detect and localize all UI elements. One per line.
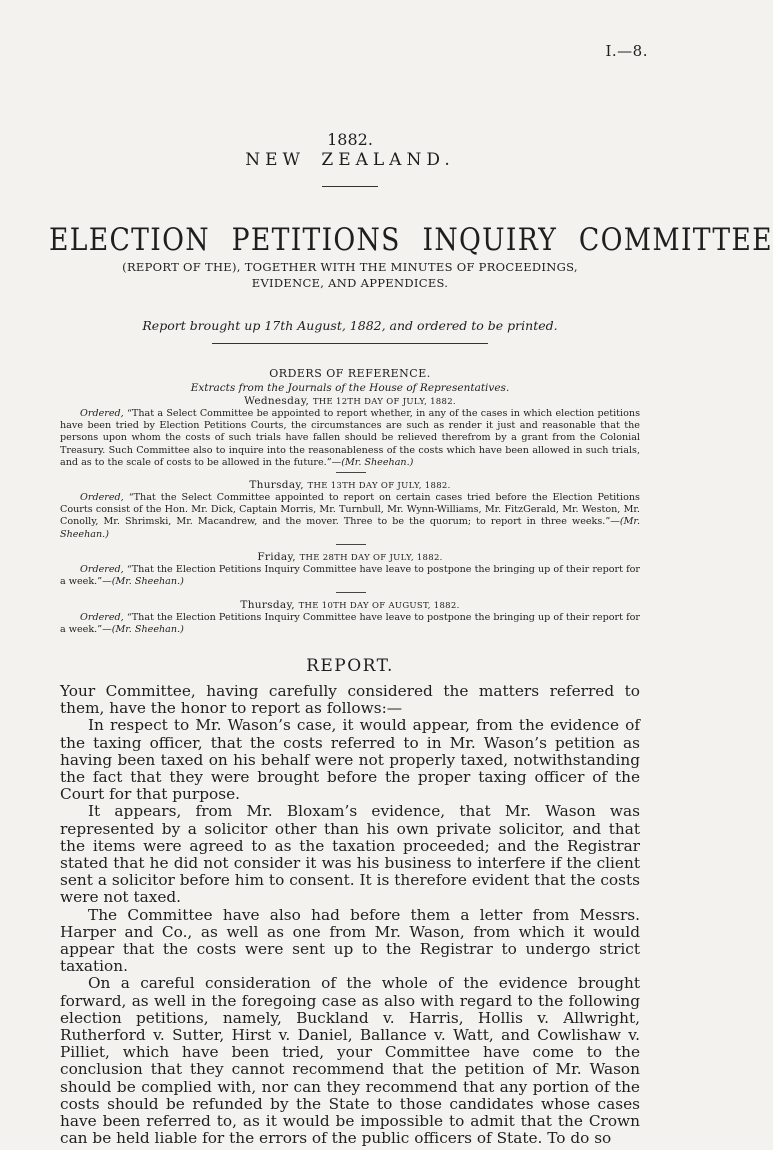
order-entry: Ordered, “That the Select Committee appointed to report on certain cases tried before the Election Petitions Courts consist of the Hon. Mr. Dick, Captain Morris, Mr. Turnbull, Mr. Wynn-Williams, Mr. FitzGerald, Mr. Weston, Mr. Conolly, Mr. Shrimski, Mr. Macandrew, and the mover. Three to be the quorum; to report in three weeks.”—(Mr. Sheehan.) — [60, 492, 640, 540]
report-paragraph: It appears, from Mr. Bloxam’s evidence, that Mr. Wason was represented by a solicitor other than his own private solicitor, and that the items were agreed to as the taxation proceeded; and the Registrar stated that he did not consider it was his business to interfere if the client sent a solicitor before him to consent. It is therefore evident that the costs were not taxed. — [60, 802, 640, 907]
divider-rule — [322, 186, 378, 187]
divider-rule — [336, 592, 366, 593]
order-entry: Ordered, “That the Election Petitions Inquiry Committee have leave to postpone the bringing up of their report for a week.”—(Mr. Sheehan.) — [60, 564, 640, 588]
order-entry: Ordered, “That a Select Committee be appointed to report whether, in any of the cases in which election petitions have been tried by Election Petitions Courts, the circumstances are such as render it just and reasonable that the persons upon whom the costs of such trials have fallen should be relieved therefrom by a grant from the Colonial Treasury. Such Committee also to inquire into the reasonableness of the costs which have been allowed in such trials, and as to the scale of costs to be allowed in the future.”—(Mr. Sheehan.) — [60, 408, 640, 468]
report-paragraph: The Committee have also had before them a letter from Messrs. Harper and Co., as well as one from Mr. Wason, from which it would appear that the costs were sent up to the Registrar to undergo strict taxation. — [60, 905, 640, 976]
order-date: Thursday, THE 13TH DAY OF JULY, 1882. — [249, 479, 451, 491]
report-heading: REPORT. — [306, 656, 394, 676]
subtitle-line: (REPORT OF THE), TOGETHER WITH THE MINUTES OF PROCEEDINGS, — [122, 260, 578, 274]
divider-rule — [336, 472, 366, 473]
year: 1882. — [327, 130, 373, 149]
extracts-line: Extracts from the Journals of the House of Representatives. — [190, 382, 510, 394]
document-title: ELECTION PETITIONS INQUIRY COMMITTEE — [49, 222, 773, 258]
orders-heading: ORDERS OF REFERENCE. — [269, 367, 431, 380]
order-date: Thursday, THE 10TH DAY OF AUGUST, 1882. — [240, 599, 460, 611]
order-date: Wednesday, THE 12TH DAY OF JULY, 1882. — [244, 395, 456, 407]
report-paragraph: On a careful consideration of the whole of the evidence brought forward, as well in the foregoing case as also with regard to the following election petitions, namely, Buckland v. Harris, Hollis v. Allwright, Rutherford v. Sutter, Hirst v. Daniel, Ballance v. Watt, and Cowlishaw v. Pilliet, which have been tried, your Committee have come to the conclusion that they cannot recommend that the petition of Mr. Wason should be complied with, nor can they recommend that any portion of the costs should be refunded by the State to those candidates whose cases have been referred to, as it would be impossible to admit that the Crown can be held liable for the errors of the public officers of State. To do so — [60, 974, 640, 1148]
order-date: Friday, THE 28TH DAY OF JULY, 1882. — [257, 551, 443, 563]
subtitle-line: EVIDENCE, AND APPENDICES. — [251, 276, 449, 290]
divider-rule — [212, 343, 488, 344]
report-paragraph: In respect to Mr. Wason’s case, it would appear, from the evidence of the taxing officer, that the costs referred to in Mr. Wason’s petition as having been taxed on his behalf were not properly taxed, notwithstanding the fact that they were brought before the proper taxing officer of the Court for that purpose. — [60, 716, 640, 804]
order-entry: Ordered, “That the Election Petitions Inquiry Committee have leave to postpone the bringing up of their report for a week.”—(Mr. Sheehan.) — [60, 612, 640, 636]
report-paragraph: Your Committee, having carefully considered the matters referred to them, have the honor to report as follows:— — [60, 682, 640, 718]
report-body — [60, 683, 640, 1147]
report-brought-up-line: Report brought up 17th August, 1882, and ordered to be printed. — [142, 318, 558, 333]
country: NEW ZEALAND. — [245, 150, 455, 170]
divider-rule — [336, 544, 366, 545]
document-subtitle — [0, 259, 700, 291]
page-number: I.—8. — [605, 42, 648, 60]
